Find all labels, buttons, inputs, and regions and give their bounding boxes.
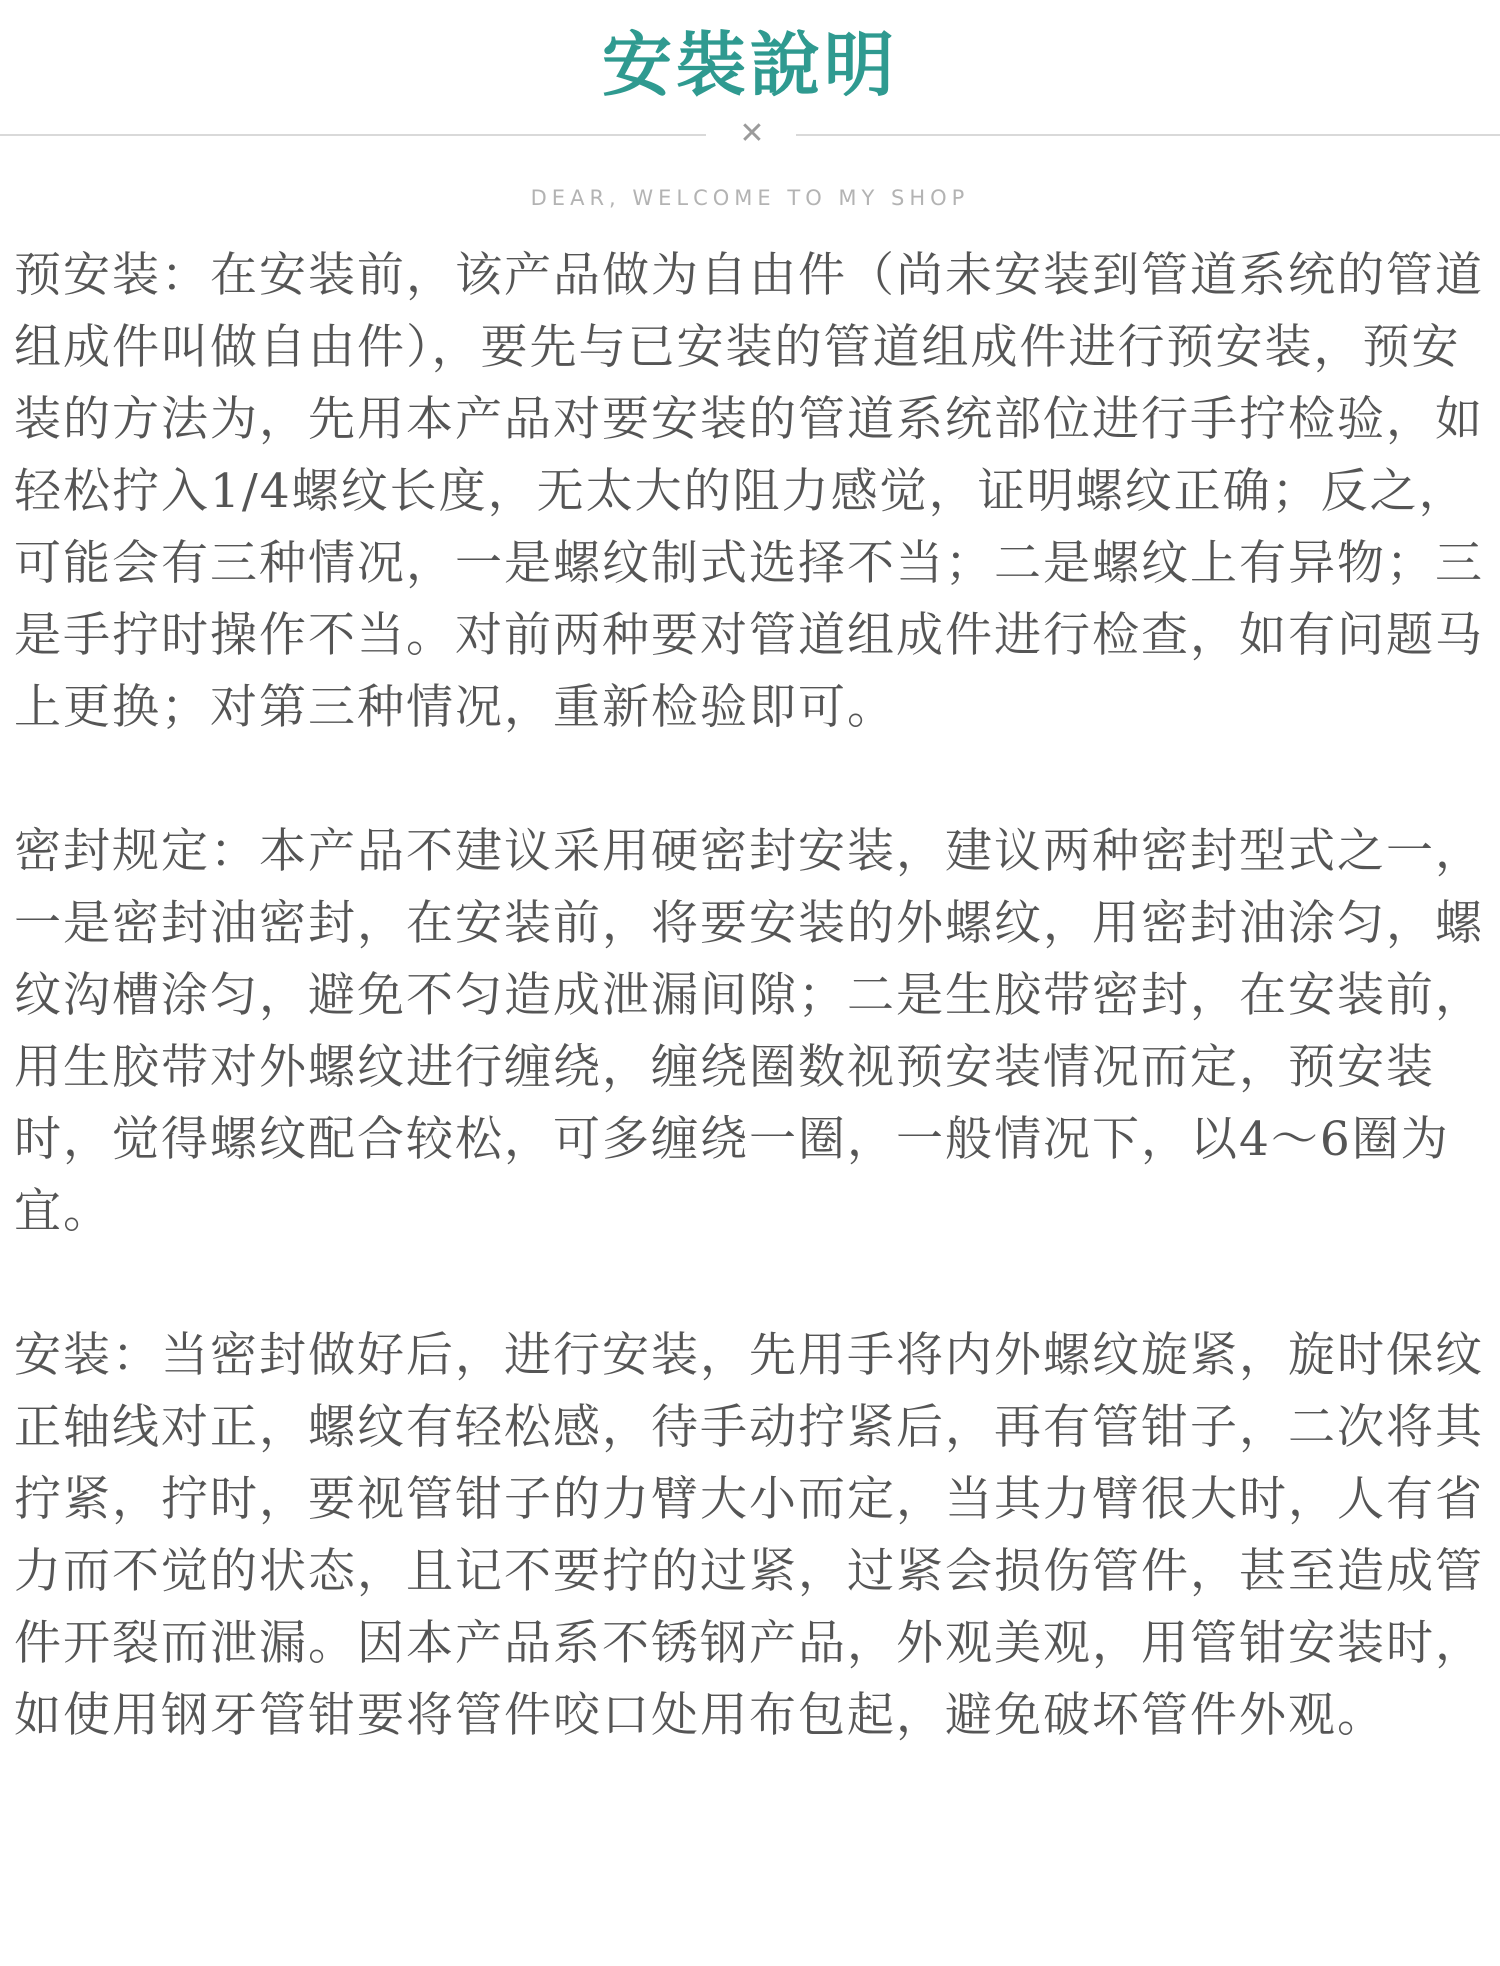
pre-installation-paragraph: 预安装：在安装前，该产品做为自由件（尚未安装到管道系统的管道组成件叫做自由件），要先与已安装的管道组成件进行预安装，预安装的方法为，先用本产品对要安装的管道系统部位进行手拧检验，如轻松拧入1/4螺纹长度，无太大的阻力感觉，证明螺纹正确；反之，可能会有三种情况，一是螺纹制式选择不当；二是螺纹上有异物；三是手拧时操作不当。对前两种要对管道组成件进行检查，如有问题马上更换；对第三种情况，重新检验即可。	[14, 248, 1484, 735]
sealing-paragraph: 密封规定：本产品不建议采用硬密封安装，建议两种密封型式之一，一是密封油密封，在安装前，将要安装的外螺纹，用密封油涂匀，螺纹沟槽涂匀，避免不匀造成泄漏间隙；二是生胶带密封，在安装前，用生胶带对外螺纹进行缠绕，缠绕圈数视预安装情况而定，预安装时，觉得螺纹配合较松，可多缠绕一圈，一般情况下，以4～6圈为宜。	[14, 824, 1484, 1239]
welcome-subtitle: DEAR, WELCOME TO MY SHOP	[530, 186, 970, 210]
instructions-body	[14, 240, 1490, 1824]
divider-right	[796, 134, 1500, 136]
page-title: 安裝說明	[602, 23, 898, 106]
installation-paragraph: 安装：当密封做好后，进行安装，先用手将内外螺纹旋紧，旋时保纹正轴线对正，螺纹有轻松感，待手动拧紧后，再有管钳子，二次将其拧紧，拧时，要视管钳子的力臂大小而定，当其力臂很大时，人有省力而不觉的状态，且记不要拧的过紧，过紧会损伤管件，甚至造成管件开裂而泄漏。因本产品系不锈钢产品，外观美观，用管钳安装时，如使用钢牙管钳要将管件咬口处用布包起，避免破坏管件外观。	[14, 1328, 1484, 1743]
divider-left	[0, 134, 706, 136]
close-icon: ✕	[739, 116, 765, 151]
